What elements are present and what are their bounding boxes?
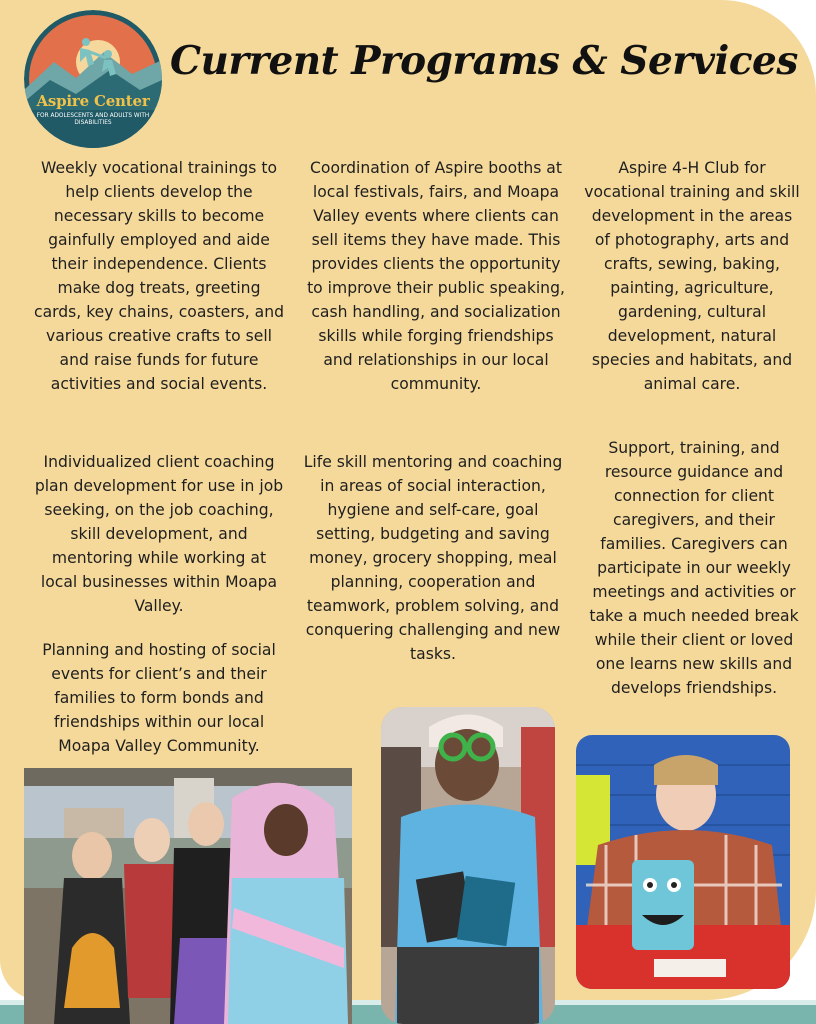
program-social-events: Planning and hosting of social events for client’s and their families to form bonds and friendships within our local Moapa Valley Community. bbox=[42, 641, 276, 755]
logo-name: Aspire Center bbox=[36, 92, 150, 110]
program-client-coaching: Individualized client coaching plan development for use in job seeking, on the job coaching, skill development, and mentoring while working at local businesses within Moapa Valley. bbox=[34, 453, 284, 615]
photo-costume-group bbox=[24, 768, 352, 1024]
program-life-skills: Life skill mentoring and coaching in areas of social interaction, hygiene and self-care, goal setting, budgeting and saving money, grocery shopping, meal planning, cooperation and teamwork, problem solving, and conquering challenging and new tasks. bbox=[303, 453, 563, 663]
page-title: Current Programs & Services bbox=[170, 38, 798, 84]
photo-girl-with-craft bbox=[576, 735, 790, 989]
program-vocational-trainings: Weekly vocational trainings to help clients develop the necessary skills to become gainfully employed and aide their independence. Clients make dog treats, greeting cards, key chains, coasters, and various creative crafts to sell and raise funds for future activities and social events. bbox=[34, 159, 285, 393]
mountain-people-logo-icon bbox=[24, 10, 162, 148]
program-caregiver-support: Support, training, and resource guidance and connection for client caregivers, and their families. Caregivers can participate in our weekly meetings and activities or take a much needed break while their client or loved one learns new skills and develops friendships. bbox=[589, 439, 799, 697]
program-4h-club: Aspire 4-H Club for vocational training and skill development in the areas of photography, arts and crafts, sewing, baking, painting, agriculture, gardening, cultural development, natural species and habitats, and animal care. bbox=[584, 159, 800, 393]
photo-boy-with-books bbox=[381, 707, 555, 1024]
program-booths: Coordination of Aspire booths at local festivals, fairs, and Moapa Valley events where clients can sell items they have made. This provides clients the opportunity to improve their public speaking, cash handling, and socialization skills while forging friendships and relationships in our local community. bbox=[307, 159, 565, 393]
aspire-center-logo bbox=[24, 10, 162, 148]
logo-tagline: FOR ADOLESCENTS AND ADULTS WITH DISABILITIES bbox=[36, 113, 150, 126]
